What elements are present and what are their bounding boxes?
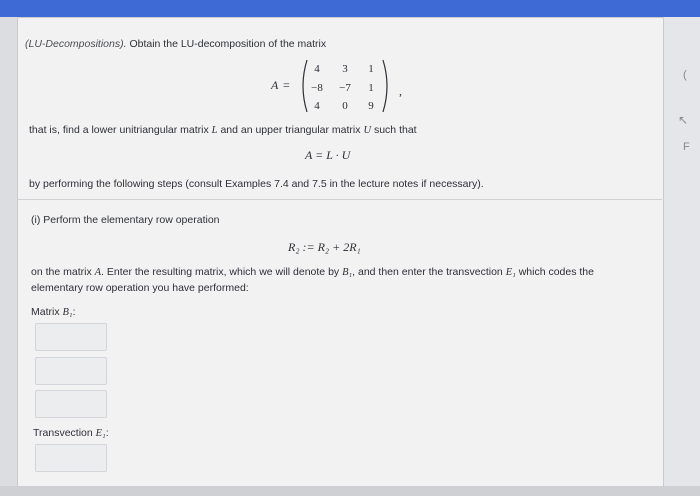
bottom-strip: [0, 486, 700, 496]
side-glyph-paren: (: [683, 69, 687, 81]
var-E1: E₁: [95, 428, 106, 439]
matrix-cell: 9: [368, 100, 374, 112]
transvection-e1-row1-input[interactable]: [35, 444, 107, 472]
find-text: such that: [373, 124, 417, 136]
steps-instruction: by performing the following steps (consult Examples 7.4 and 7.5 in the lecture notes if necessary).: [29, 178, 484, 190]
find-instruction: [29, 124, 417, 136]
right-paren: [381, 58, 393, 114]
matrix-b1-row2-input[interactable]: [35, 357, 107, 385]
label-text: Matrix: [31, 306, 60, 318]
problem-intro: [25, 38, 326, 50]
side-glyph-f: F: [683, 141, 690, 153]
matrix-cell: 0: [342, 100, 348, 112]
var-B1: B₁: [342, 267, 353, 278]
var-U: U: [363, 125, 372, 136]
matrix-b1-label: [31, 306, 76, 318]
matrix-cell: 3: [342, 63, 348, 75]
label-text: Transvection: [33, 427, 93, 439]
matrix-equals: =: [283, 78, 290, 92]
find-text: and an upper triangular matrix: [220, 124, 361, 136]
instr-text: on the matrix: [31, 266, 92, 278]
problem-title: (LU-Decompositions).: [25, 38, 127, 50]
side-panel: [664, 17, 700, 496]
matrix-cell: −7: [339, 82, 351, 94]
var-A: A: [94, 267, 102, 278]
browser-top-bar: [0, 0, 700, 17]
var-B1: B₁: [62, 307, 73, 318]
cursor-icon: ↖: [678, 113, 689, 127]
part-i-instruction-line2: elementary row operation you have performed:: [31, 282, 249, 294]
matrix-cell: 1: [368, 82, 374, 94]
matrix-name: A: [271, 78, 279, 92]
matrix-cell: 1: [368, 63, 374, 75]
find-text: that is, find a lower unitriangular matrix: [29, 124, 209, 136]
label-colon: :: [72, 306, 76, 318]
matrix-comma: ,: [399, 84, 402, 98]
instr-text: . Enter the resulting matrix, which we will denote by: [101, 266, 340, 278]
problem-intro-text: Obtain the LU-decomposition of the matrix: [129, 38, 327, 50]
var-E1: E₁: [505, 267, 516, 278]
instr-text: which codes the: [518, 266, 594, 278]
label-colon: :: [105, 427, 109, 439]
part-i-heading: (i) Perform the elementary row operation: [31, 214, 220, 226]
part-i-instruction-line1: [31, 266, 594, 278]
matrix-cell: 4: [314, 63, 320, 75]
matrix-cell: −8: [311, 82, 323, 94]
matrix-b1-row1-input[interactable]: [35, 323, 107, 351]
instr-text: , and then enter the transvection: [352, 266, 503, 278]
matrix-b1-row3-input[interactable]: [35, 390, 107, 418]
row-operation: R₂ := R₂ + 2R₁: [288, 240, 361, 254]
lu-equation: A = L · U: [305, 148, 351, 162]
transvection-e1-label: [33, 427, 109, 439]
var-L: L: [211, 125, 218, 136]
matrix-cell: 4: [314, 100, 320, 112]
